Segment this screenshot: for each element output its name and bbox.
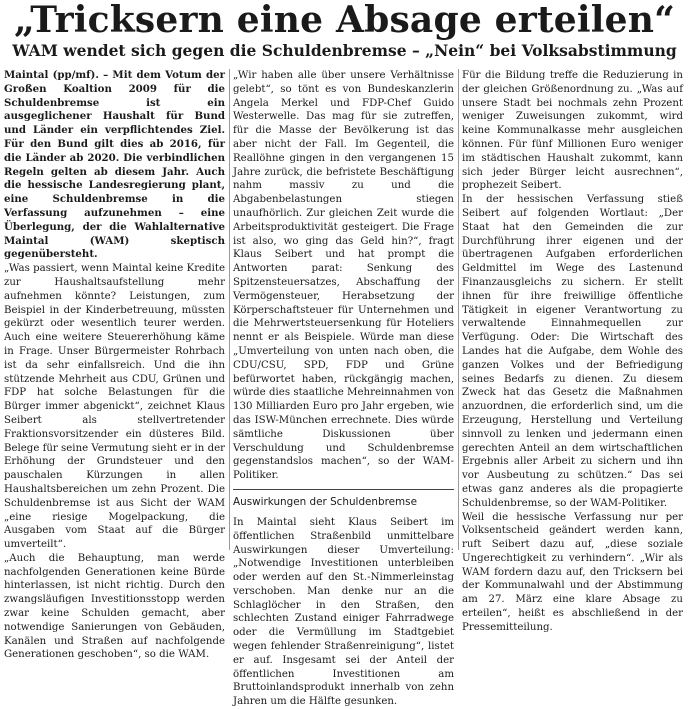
body-paragraph: In der hessischen Verfassung stieß Seibert auf folgenden Wortlaut: „Der Staat hat den Gemeinden die zur Durchführung ihrer eigenen und der übertragenen Aufgaben erforderlichen Geldmittel im Wege des Lastenund Finanzausgleichs zu sichern. Er stellt ihnen für ihre freiwillige öffentliche Tätigkeit in eigener Verantwortung zu verwaltende Einnahmequellen zur Verfügung. Oder: Die Wirtschaft des Landes hat die Aufgabe, dem Wohle des ganzen Volkes und der Befriedigung seines Bedarfs zu dienen. Zu diesem Zweck hat das Gesetz die Maßnahmen anzuordnen, die erforderlich sind, um die Erzeugung, Herstellung und Verteilung sinnvoll zu lenken und jedermann einen gerechten Anteil an dem wirtschaftlichen Ergebnis aller Arbeit zu sichern und ihn vor Ausbeutung zu schützen.“ Das sei etwas ganz anderes als die propagierte Schuldenbremse, so der WAM-Politiker. <box>462 194 683 509</box>
column-2 <box>233 69 454 708</box>
body-paragraph: „Wir haben alle über unsere Verhältnisse gelebt“, so tönt es von Bundeskanzlerin Angela Merkel und FDP-Chef Guido Westerwelle. Das mag für sie zutreffen, für die Masse der Bevölkerung ist das aber nicht der Fall. Im Gegenteil, die Reallöhne gingen in den vergangenen 15 Jahre zurück, die befristete Beschäftigung nahm massiv zu und die Abgabenbelastungen stiegen unaufhörlich. Zur gleichen Zeit wurde die Arbeitsproduktivität gesteigert. Die Frage ist also, wo ging das Geld hin?“, fragt Klaus Seibert und hat prompt die Antworten parat: Senkung des Spitzensteuersatzes, Abschaffung der Vermögensteuer, Herabsetzung der Körperschaftsteuer für Unternehmen und die Mehrwertsteuersenkung für Hoteliers nennt er als Beispiele. Würde man diese „Umverteilung von unten nach oben, die CDU/CSU, SPD, FDP und Grüne befürwortet haben, rückgängig machen, würde dies staatliche Mehreinnahmen von 130 Milliarden Euro pro Jahr ergeben, wie das ISW-München errechnete. Dies würde sämtliche Diskussionen über Verschuldung und Schuldenbremse gegenstandslos machen“, so der WAM-Politiker. <box>233 70 454 482</box>
subheadline: WAM wendet sich gegen die Schuldenbremse – „Nein“ bei Volksabstimmung <box>12 41 677 60</box>
column-1 <box>4 69 225 661</box>
body-paragraph: Für die Bildung treffe die Reduzierung in der gleichen Größenordnung zu. „Was auf unsere Stadt bei nochmals zehn Prozent weniger Zuweisungen zukommt, wird keine Kommunalkasse mehr ausgleichen können. Für fünf Millionen Euro weniger im städtischen Haushalt zukommt, kann sich jeder Bürger leicht ausrechnen“, prophezeit Seibert. <box>462 70 683 192</box>
headline: „Tricksern eine Absage erteilen“ <box>13 0 676 41</box>
column-3 <box>462 69 683 633</box>
body-paragraph: „Was passiert, wenn Maintal keine Kredite zur Haushaltsaufstellung mehr aufnehmen könnte? Leistungen, zum Beispiel in der Kinderbetreuung, müssten gekürzt oder wesentlich teurer werden. Auch eine weitere Steuererhöhung käme in Frage. Unser Bürgermeister Rohrbach ist da sehr einfallsreich. Und die ihn stützende Mehrheit aus CDU, Grünen und FDP hat solche Belastungen für die Bürger immer abgenickt“, zeichnet Klaus Seibert als stellvertretender Fraktionsvorsitzender ein düsteres Bild. Belege für seine Vermutung sieht er in der Erhöhung der Grundsteuer und den pauschalen Kürzungen in allen Haushaltsbereichen um zehn Prozent. Die Schuldenbremse ist aus Sicht der WAM „eine riesige Mogelpackung, die Ausgaben vom Staat auf die Bürger umverteilt“. <box>4 263 225 551</box>
body-paragraph: Weil die hessische Verfassung nur per Volksentscheid geändert werden kann, ruft Seibert dazu auf, „diese soziale Ungerechtigkeit zu verhindern“. „Wir als WAM fordern dazu auf, den Tricksern bei der Kommunalwahl und der Abstimmung am 27. März eine klare Absage zu erteilen“, heißt es abschließend in der Pressemitteilung. <box>462 511 683 633</box>
section-heading: Auswirkungen der Schuldenbremse <box>233 489 454 510</box>
column-rule-2 <box>458 69 459 550</box>
lead-paragraph: Maintal (pp/mf). – Mit dem Votum der Großen Koaltion 2009 für die Schuldenbremse ist ein ausgeglichener Haushalt für Bund und Länder ein verpflichtendes Ziel. Für den Bund gilt dies ab 2016, für die Länder ab 2020. Die verbindlichen Regeln gelten ab diesem Jahr. Auch die hessische Landesregierung plant, eine Schuldenbremse in die Verfassung aufzunehmen – eine Überlegung, der die Wahlalternative Maintal (WAM) skeptisch gegenübersteht. <box>4 69 225 261</box>
body-paragraph: „Auch die Behauptung, man werde nachfolgenden Generationen keine Bürde hinterlassen, ist nicht richtig. Durch den zwangsläufigen Investitionsstopp werden zwar keine Schulden gemacht, aber notwendige Sanierungen von Gebäuden, Kanälen und Straßen auf nachfolgende Generationen geschoben“, so die WAM. <box>4 552 225 661</box>
column-rule-1 <box>229 69 230 550</box>
body-paragraph: In Maintal sieht Klaus Seibert im öffentlichen Straßenbild unmittelbare Auswirkungen dieser Umverteilung: „Notwendige Investitionen unterbleiben oder werden auf den St.-Nimmerleinstag verschoben. Man denke nur an die Schlaglöcher in den Straßen, den schlechten Zustand einiger Fahrradwege oder die Vermüllung im Stadtgebiet wegen fehlender Straßenreinigung“, listet er auf. Insgesamt sei der Anteil der öffentlichen Investitionen am Bruttoinlandsprodukt innerhalb von zehn Jahren um die Hälfte gesunken. <box>233 516 454 708</box>
